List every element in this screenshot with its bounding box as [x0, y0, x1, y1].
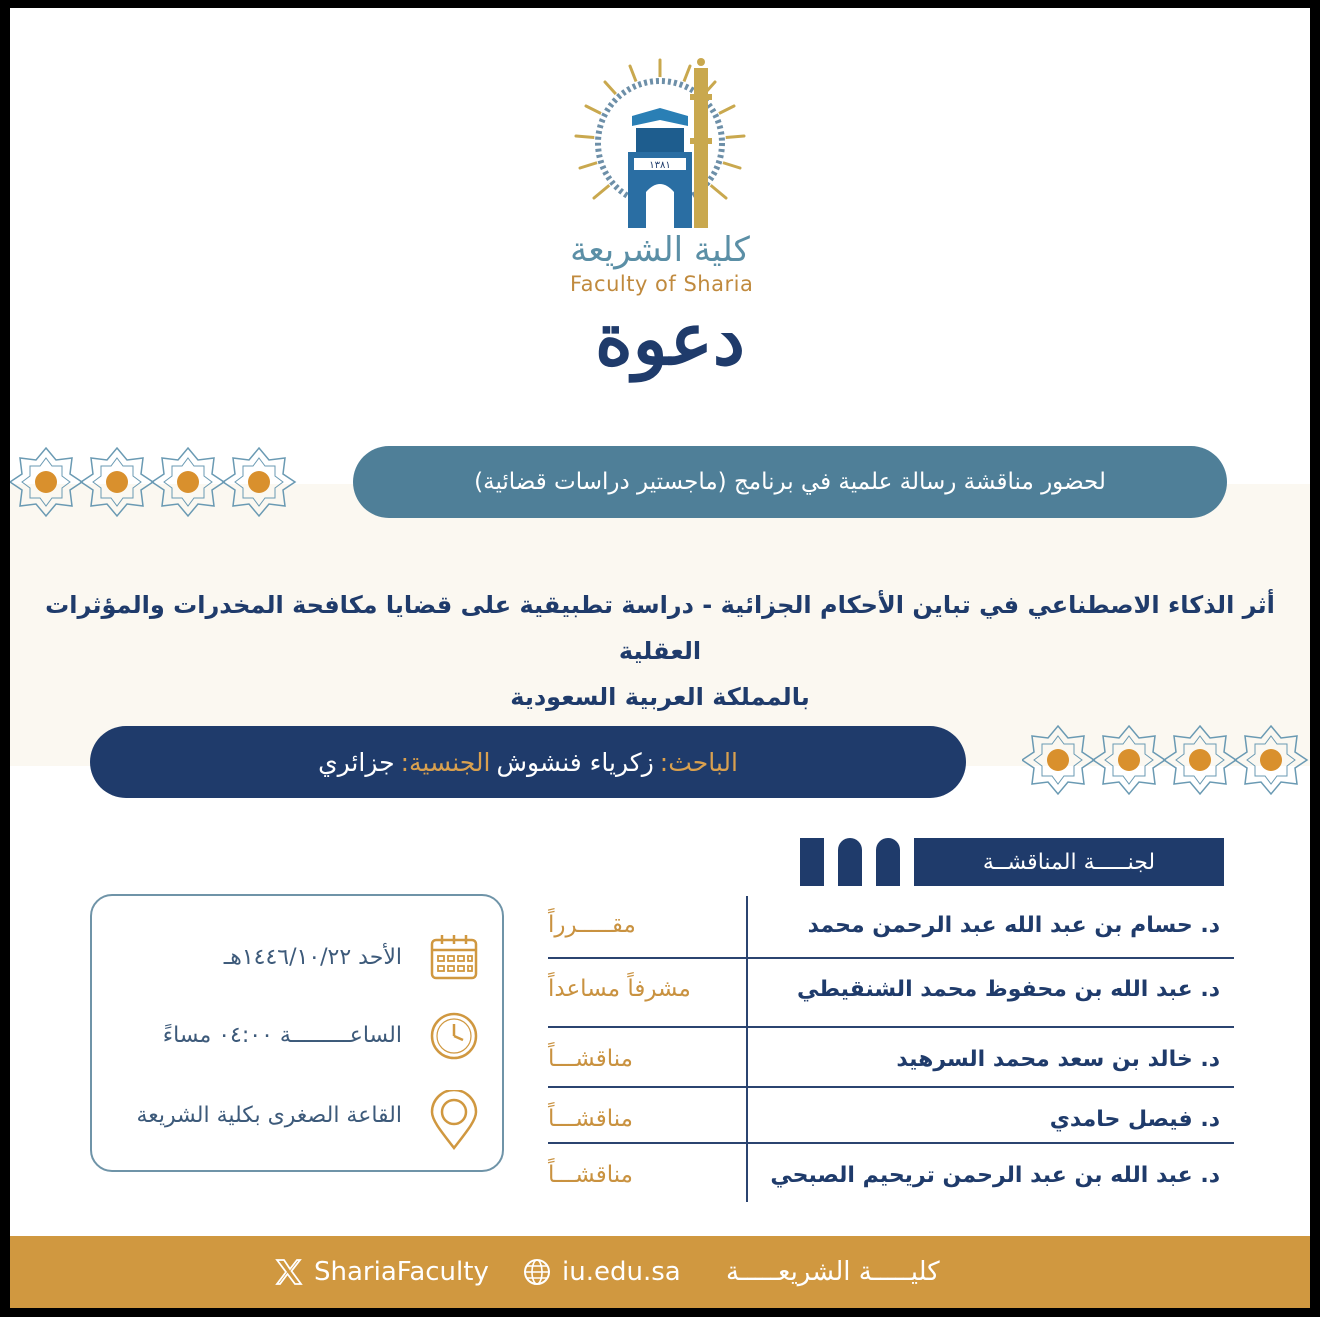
- thesis-title-line2: بالمملكة العربية السعودية: [510, 683, 810, 711]
- website-text: iu.edu.sa: [562, 1257, 681, 1287]
- member-role: مناقشـــاً: [548, 1162, 634, 1188]
- event-details-box: [90, 894, 504, 1172]
- row-divider: [548, 1026, 1234, 1028]
- website-link[interactable]: [522, 1236, 681, 1308]
- table-row: [548, 896, 1234, 954]
- member-role: مناقشـــاً: [548, 1046, 634, 1072]
- thesis-title-line1: أثر الذكاء الاصطناعي في تباين الأحكام الجزائية - دراسة تطبيقية على قضايا مكافحة المخدرات والمؤثرات العقلية: [45, 591, 1275, 665]
- invite-title: دعوة: [595, 296, 745, 381]
- faculty-name-ar: كلية الشريعة: [570, 230, 750, 270]
- member-role: مشرفاً مساعداً: [548, 976, 691, 1002]
- table-row: [548, 960, 1234, 1018]
- nationality-value: جزائري: [318, 747, 395, 777]
- committee-table: [548, 896, 1234, 1202]
- logo-year-ar: ١٣٨١: [649, 160, 671, 171]
- member-name: د. عبد الله بن عبد الرحمن تريحيم الصبحي: [770, 1162, 1220, 1188]
- date-row: [92, 922, 502, 992]
- researcher-name: زكرياء فنشوش: [496, 747, 654, 777]
- event-time: الساعـــــــــة ٠٤:٠٠ مساءً: [162, 1022, 402, 1048]
- member-name: د. عبد الله بن محفوظ محمد الشنقيطي: [796, 976, 1220, 1002]
- invitation-card: [10, 8, 1310, 1308]
- committee-header: [800, 838, 1224, 886]
- program-text: لحضور مناقشة رسالة علمية في برنامج (ماجستير دراسات قضائية): [474, 469, 1106, 495]
- footer-bar: [10, 1236, 1310, 1308]
- researcher-label: الباحث:: [659, 747, 738, 777]
- committee-bars-decoration: [800, 838, 900, 886]
- table-row: [548, 1090, 1234, 1148]
- researcher-banner: [90, 726, 966, 798]
- member-name: د. خالد بن سعد محمد السرهيد: [896, 1046, 1220, 1072]
- star-ornament-left: [10, 444, 300, 520]
- star-ornament-right: [1022, 722, 1310, 798]
- member-name: د. حسام بن عبد الله عبد الرحمن محمد: [807, 912, 1220, 938]
- program-banner: [353, 446, 1227, 518]
- x-logo-icon: [274, 1257, 304, 1287]
- committee-title: لجنـــــة المناقشــة: [914, 838, 1224, 886]
- member-role: مقـــــرراً: [548, 912, 636, 938]
- event-location: القاعة الصغرى بكلية الشريعة: [136, 1102, 402, 1128]
- footer-faculty-name: [726, 1236, 940, 1308]
- table-row: [548, 1146, 1234, 1204]
- calendar-icon: [428, 932, 480, 984]
- member-role: مناقشـــاً: [548, 1106, 634, 1132]
- row-divider: [548, 957, 1234, 959]
- location-row: [92, 1080, 502, 1150]
- globe-icon: [522, 1257, 552, 1287]
- footer-faculty-text: كليـــــة الشريعـــــة: [726, 1257, 940, 1287]
- location-pin-icon: [428, 1090, 480, 1142]
- row-divider: [548, 1142, 1234, 1144]
- clock-icon: [428, 1010, 480, 1062]
- university-logo: [570, 48, 750, 238]
- twitter-handle[interactable]: [274, 1236, 489, 1308]
- thesis-title: [30, 582, 1290, 720]
- twitter-handle-text: ShariaFaculty: [314, 1257, 489, 1287]
- row-divider: [548, 1086, 1234, 1088]
- time-row: [92, 1000, 502, 1070]
- member-name: د. فيصل حامدي: [1049, 1106, 1220, 1132]
- table-row: [548, 1030, 1234, 1088]
- faculty-name-en: Faculty of Sharia: [570, 272, 754, 296]
- nationality-label: الجنسية:: [400, 747, 491, 777]
- event-date: الأحد ١٤٤٦/١٠/٢٢هـ: [223, 944, 402, 970]
